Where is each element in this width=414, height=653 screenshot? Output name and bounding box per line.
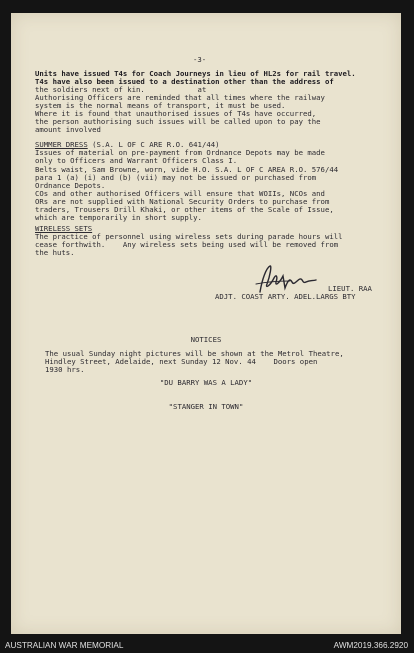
summer-dress-line9: which are temporarily in short supply. (35, 213, 202, 222)
archive-footer (0, 640, 414, 653)
summer-dress-line1: Issues of material on pre-payment from Ordnance Depots may be made (35, 148, 325, 157)
summer-dress-line8: traders, Trousers Drill Khaki, or other items of the Scale of Issue, (35, 205, 334, 214)
signatory-title: ADJT. COAST ARTY. ADEL.LARGS BTY (215, 292, 356, 301)
notices-line1: The usual Sunday night pictures will be shown at the Metrol Theatre, (45, 349, 344, 358)
para1-line7: the person authorising such issues will be called upon to pay the (35, 117, 321, 126)
para1-line4: Authorising Officers are reminded that all times where the railway (35, 93, 325, 102)
wireless-heading: WIRELESS SETS (35, 224, 93, 233)
summer-dress-line6: COs and other authorised Officers will ensure that WOIIs, NCOs and (35, 189, 325, 198)
notices-film1: "DU BARRY WAS A LADY" (159, 378, 253, 387)
wireless-line2: cease forthwith. Any wireless sets being used will be removed from (35, 240, 339, 249)
summer-dress-line7: ORs are not supplied with National Security Orders to purchase from (35, 197, 330, 206)
para1-line5: system is the normal means of transport, it must be used. (35, 101, 286, 110)
para1-line1: Units have issued T4s for Coach Journeys in lieu of HL2s for rail travel. (35, 69, 356, 78)
wireless-line1: The practice of personnel using wireless sets during parade hours will (35, 232, 343, 241)
summer-dress-line2: only to Officers and Warrant Officers Class I. (35, 156, 238, 165)
page-number: -3- (193, 55, 207, 64)
summer-dress-line4: para 1 (a) (i) and (b) (vii) may not be issued or purchased from (35, 173, 317, 182)
summer-dress-line5: Ordnance Depots. (35, 181, 106, 190)
footer-institution: AUSTRALIAN WAR MEMORIAL (5, 641, 124, 650)
notices-line3: 1930 hrs. (45, 365, 85, 374)
notices-film2: "STANGER IN TOWN" (168, 402, 244, 411)
para1-line2: T4s have also been issued to a destination other than the address of (35, 77, 334, 86)
notices-heading: NOTICES (190, 335, 222, 344)
summer-dress-line3: Belts waist, Sam Browne, worn, vide H.O. S.A. L OF C AREA R.O. 576/44 (35, 165, 339, 174)
para1-line8: amount involved (35, 125, 101, 134)
footer-accession-number: AWM2019.366.2920 (333, 641, 408, 650)
notices-line2: Hindley Street, Adelaide, next Sunday 12 Nov. 44 Doors open (45, 357, 318, 366)
wireless-line3: the huts. (35, 248, 75, 257)
para1-line3: the soldiers next of kin. at (35, 85, 207, 94)
para1-line6: Where it is found that unauthorised issues of T4s have occurred, (35, 109, 317, 118)
summer-dress-heading: SUMMER DRESS (35, 140, 88, 149)
summer-dress-ref: (S.A. L OF C ARE R.O. 641/44) (87, 140, 220, 149)
signatory-rank: LIEUT. RAA (328, 284, 372, 293)
